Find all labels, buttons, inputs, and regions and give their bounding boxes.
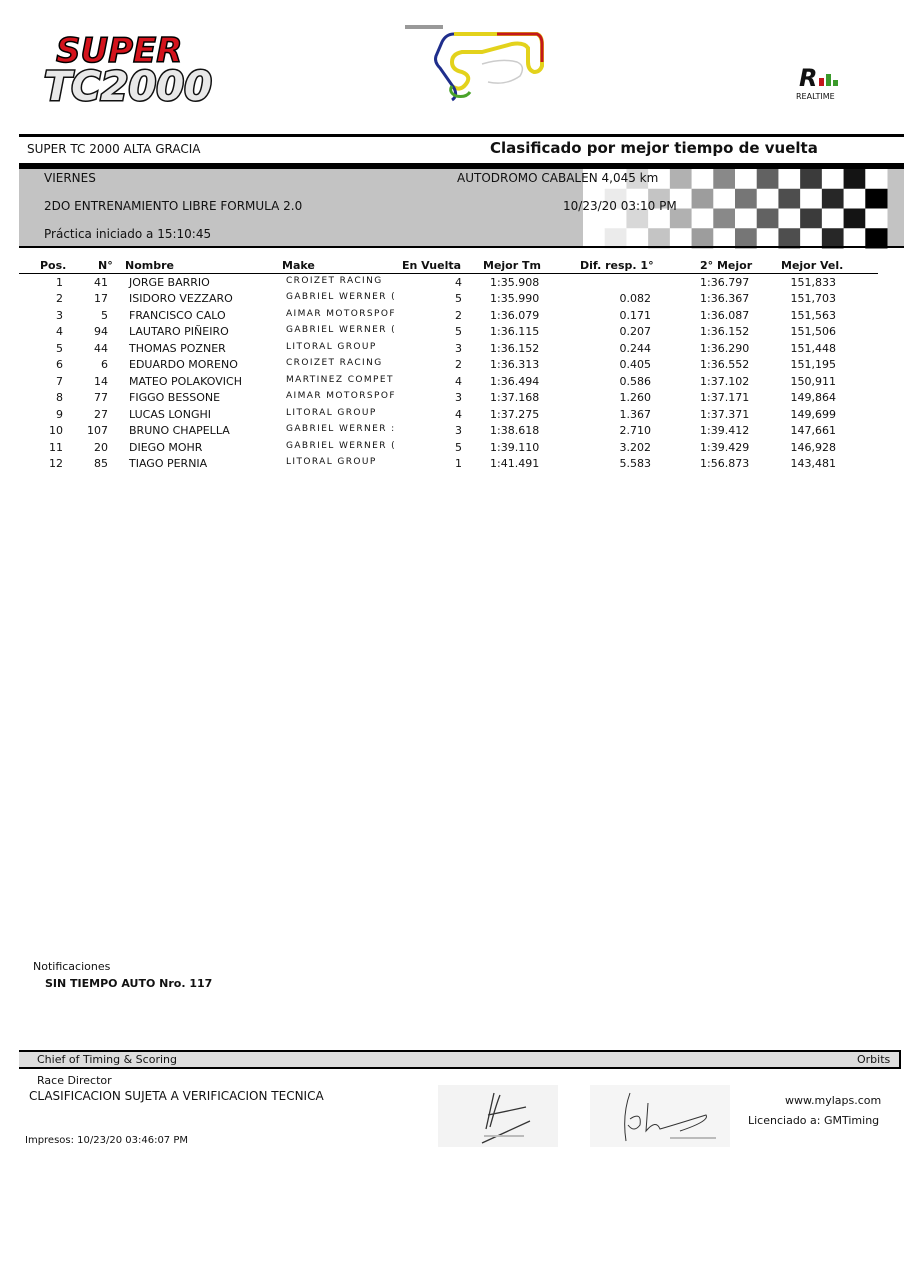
session-day: VIERNES <box>44 171 96 185</box>
checker-square <box>757 189 779 209</box>
cell-pos: 11 <box>49 440 63 454</box>
checker-square <box>692 209 714 229</box>
checker-square <box>692 169 714 189</box>
cell-number: 107 <box>87 424 108 438</box>
session-rule <box>19 246 904 248</box>
checker-square <box>844 189 866 209</box>
checker-square <box>713 189 735 209</box>
table-row <box>0 309 904 325</box>
checker-square <box>713 169 735 189</box>
col-number: N° <box>98 259 113 272</box>
technical-verification-note: CLASIFICACION SUJETA A VERIFICACION TECNICA <box>29 1089 324 1103</box>
cell-number: 17 <box>94 292 108 306</box>
cell-make: GABRIEL WERNER ( <box>286 292 397 303</box>
cell-number: 85 <box>94 456 108 470</box>
cell-name: LUCAS LONGHI <box>129 407 211 421</box>
cell-in-lap: 4 <box>455 407 462 421</box>
session-datetime: 10/23/20 03:10 PM <box>563 199 677 213</box>
cell-pos: 3 <box>56 308 63 322</box>
cell-second-best: 1:39.412 <box>700 424 750 438</box>
super-tc2000-logo <box>42 28 222 108</box>
cell-pos: 5 <box>56 341 63 355</box>
cell-diff: 5.583 <box>619 456 651 470</box>
checker-square <box>757 209 779 229</box>
table-row <box>0 292 904 308</box>
cell-number: 44 <box>94 341 108 355</box>
table-row <box>0 276 904 292</box>
page-title: Clasificado por mejor tiempo de vuelta <box>490 139 818 157</box>
checker-square <box>865 169 887 189</box>
checker-square <box>735 169 757 189</box>
cell-make: CROIZET RACING <box>286 358 383 369</box>
cell-number: 6 <box>101 358 108 372</box>
cell-number: 5 <box>101 308 108 322</box>
checker-square <box>692 189 714 209</box>
checker-square <box>713 209 735 229</box>
cell-make: AIMAR MOTORSPOF <box>286 391 396 402</box>
cell-number: 14 <box>94 374 108 388</box>
cell-second-best: 1:36.290 <box>700 341 750 355</box>
cell-in-lap: 5 <box>455 292 462 306</box>
cell-best-speed: 146,928 <box>790 440 836 454</box>
checker-square <box>865 209 887 229</box>
cell-in-lap: 4 <box>455 276 462 289</box>
cell-second-best: 1:37.102 <box>700 374 750 388</box>
cell-in-lap: 3 <box>455 391 462 405</box>
cell-diff: 0.171 <box>619 308 651 322</box>
cell-name: LAUTARO PIÑEIRO <box>129 325 229 339</box>
cell-best-time: 1:36.494 <box>490 374 540 388</box>
cell-second-best: 1:36.087 <box>700 308 750 322</box>
cell-name: DIEGO MOHR <box>129 440 203 454</box>
checker-square <box>800 169 822 189</box>
cell-diff: 0.207 <box>619 325 651 339</box>
col-diff: Dif. resp. 1° <box>580 259 654 272</box>
signature-1 <box>438 1085 558 1147</box>
cell-diff: 0.586 <box>619 374 651 388</box>
cell-best-time: 1:36.079 <box>490 308 540 322</box>
checker-square <box>822 209 844 229</box>
table-row <box>0 457 904 473</box>
cell-best-speed: 149,864 <box>790 391 836 405</box>
race-director: Race Director <box>37 1074 112 1087</box>
cell-number: 41 <box>94 276 108 289</box>
cell-in-lap: 2 <box>455 358 462 372</box>
cell-in-lap: 5 <box>455 440 462 454</box>
cell-in-lap: 3 <box>455 341 462 355</box>
checker-square <box>778 209 800 229</box>
cell-number: 27 <box>94 407 108 421</box>
cell-pos: 10 <box>49 424 63 438</box>
col-in-lap: En Vuelta <box>402 259 462 272</box>
cell-in-lap: 5 <box>455 325 462 339</box>
session-name: 2DO ENTRENAMIENTO LIBRE FORMULA 2.0 <box>44 199 303 213</box>
cell-make: GABRIEL WERNER ( <box>286 325 397 336</box>
cell-best-speed: 151,506 <box>790 325 836 339</box>
svg-text:TC2000: TC2000 <box>44 64 212 110</box>
cell-best-speed: 151,563 <box>790 308 836 322</box>
cell-diff: 1.260 <box>619 391 651 405</box>
col-name: Nombre <box>125 259 174 272</box>
col-best-time: Mejor Tm <box>483 259 541 272</box>
cell-in-lap: 4 <box>455 374 462 388</box>
track-map <box>402 22 552 106</box>
svg-text:R: R <box>799 64 818 92</box>
svg-text:REALTIME: REALTIME <box>796 92 835 101</box>
track-name: AUTODROMO CABALEN 4,045 km <box>457 171 659 185</box>
cell-best-speed: 151,195 <box>790 358 836 372</box>
cell-pos: 4 <box>56 325 63 339</box>
cell-second-best: 1:37.371 <box>700 407 750 421</box>
cell-diff: 0.082 <box>619 292 651 306</box>
checker-square <box>735 209 757 229</box>
cell-make: AIMAR MOTORSPOF <box>286 308 396 319</box>
cell-name: FIGGO BESSONE <box>129 391 221 405</box>
notification-text: SIN TIEMPO AUTO Nro. 117 <box>45 977 213 990</box>
chief-of-timing: Chief of Timing & Scoring <box>37 1053 177 1066</box>
cell-make: LITORAL GROUP <box>286 407 377 418</box>
cell-make: MARTINEZ COMPET <box>286 374 394 385</box>
cell-name: THOMAS POZNER <box>129 341 226 355</box>
col-make: Make <box>282 259 315 272</box>
table-row <box>0 441 904 457</box>
checker-square <box>865 189 887 209</box>
table-row <box>0 391 904 407</box>
cell-best-speed: 151,703 <box>790 292 836 306</box>
cell-in-lap: 1 <box>455 456 462 470</box>
signature-2 <box>590 1085 730 1147</box>
cell-pos: 7 <box>56 374 63 388</box>
cell-second-best: 1:39.429 <box>700 440 750 454</box>
cell-in-lap: 2 <box>455 308 462 322</box>
cell-pos: 2 <box>56 292 63 306</box>
svg-text:SUPER: SUPER <box>56 31 183 71</box>
cell-pos: 9 <box>56 407 63 421</box>
cell-name: MATEO POLAKOVICH <box>129 374 242 388</box>
cell-best-speed: 150,911 <box>790 374 836 388</box>
checker-square <box>844 209 866 229</box>
cell-best-speed: 151,448 <box>790 341 836 355</box>
checker-square <box>822 169 844 189</box>
cell-number: 94 <box>94 325 108 339</box>
cell-second-best: 1:36.797 <box>700 276 750 289</box>
cell-diff: 1.367 <box>619 407 651 421</box>
col-second-best: 2° Mejor <box>700 259 753 272</box>
cell-best-time: 1:37.168 <box>490 391 540 405</box>
checker-square <box>844 169 866 189</box>
cell-second-best: 1:36.552 <box>700 358 750 372</box>
cell-make: CROIZET RACING <box>286 276 383 286</box>
table-row <box>0 424 904 440</box>
table-row <box>0 358 904 374</box>
cell-name: JORGE BARRIO <box>129 276 210 289</box>
cell-best-time: 1:36.313 <box>490 358 540 372</box>
cell-diff: 0.405 <box>619 358 651 372</box>
cell-diff: 3.202 <box>619 440 651 454</box>
orbits-label: Orbits <box>857 1053 891 1066</box>
col-best-speed: Mejor Vel. <box>781 259 844 272</box>
cell-second-best: 1:36.367 <box>700 292 750 306</box>
cell-name: TIAGO PERNIA <box>129 456 208 470</box>
cell-make: GABRIEL WERNER : <box>286 424 396 435</box>
cell-best-speed: 143,481 <box>790 456 836 470</box>
cell-pos: 6 <box>56 358 63 372</box>
cell-best-time: 1:36.115 <box>490 325 540 339</box>
checker-square <box>800 189 822 209</box>
table-row <box>0 342 904 358</box>
cell-second-best: 1:36.152 <box>700 325 750 339</box>
cell-make: LITORAL GROUP <box>286 456 377 467</box>
cell-name: FRANCISCO CALO <box>129 308 226 322</box>
cell-best-speed: 147,661 <box>790 424 836 438</box>
mylaps-url[interactable]: www.mylaps.com <box>785 1094 882 1107</box>
cell-best-time: 1:36.152 <box>490 341 540 355</box>
notifications-label: Notificaciones <box>33 960 111 973</box>
checker-square <box>778 189 800 209</box>
cell-in-lap: 3 <box>455 424 462 438</box>
cell-diff: 0.244 <box>619 341 651 355</box>
cell-pos: 1 <box>56 276 63 289</box>
cell-number: 20 <box>94 440 108 454</box>
cell-name: BRUNO CHAPELLA <box>129 424 230 438</box>
checker-square <box>735 189 757 209</box>
realtime-logo <box>793 62 863 102</box>
cell-best-speed: 151,833 <box>790 276 836 289</box>
event-name: SUPER TC 2000 ALTA GRACIA <box>27 142 201 156</box>
cell-diff: 2.710 <box>619 424 651 438</box>
cell-pos: 8 <box>56 391 63 405</box>
cell-best-time: 1:41.491 <box>490 456 540 470</box>
col-pos: Pos. <box>40 259 67 272</box>
cell-best-speed: 149,699 <box>790 407 836 421</box>
license-text: Licenciado a: GMTiming <box>748 1114 880 1127</box>
cell-number: 77 <box>94 391 108 405</box>
table-row <box>0 408 904 424</box>
top-rule <box>19 134 904 137</box>
cell-second-best: 1:37.171 <box>700 391 750 405</box>
checker-square <box>670 169 692 189</box>
cell-pos: 12 <box>49 456 63 470</box>
cell-best-time: 1:38.618 <box>490 424 540 438</box>
cell-best-time: 1:35.908 <box>490 276 540 289</box>
table-row <box>0 325 904 341</box>
checker-square <box>800 209 822 229</box>
header-rule <box>19 273 878 274</box>
checker-square <box>778 169 800 189</box>
printed-timestamp: Impresos: 10/23/20 03:46:07 PM <box>25 1135 189 1146</box>
session-start: Práctica iniciado a 15:10:45 <box>44 227 212 241</box>
cell-best-time: 1:39.110 <box>490 440 540 454</box>
cell-second-best: 1:56.873 <box>700 456 750 470</box>
cell-name: EDUARDO MORENO <box>129 358 238 372</box>
cell-best-time: 1:37.275 <box>490 407 540 421</box>
cell-best-time: 1:35.990 <box>490 292 540 306</box>
checker-square <box>757 169 779 189</box>
table-row <box>0 375 904 391</box>
cell-make: LITORAL GROUP <box>286 341 377 352</box>
cell-make: GABRIEL WERNER ( <box>286 440 397 451</box>
cell-name: ISIDORO VEZZARO <box>129 292 233 306</box>
checker-square <box>822 189 844 209</box>
